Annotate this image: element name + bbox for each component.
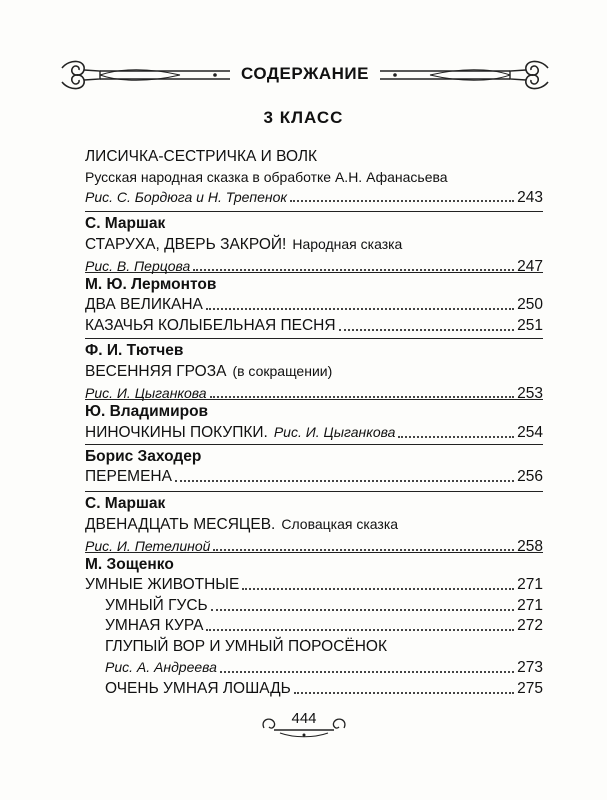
dot-leader <box>213 549 514 551</box>
entry-page: 254 <box>517 424 543 441</box>
dot-leader <box>398 436 514 438</box>
entry-page: 256 <box>517 468 543 485</box>
toc-entry[interactable] <box>85 147 543 168</box>
entry-title: УМНЫЙ ГУСЬ <box>105 596 208 614</box>
toc-entry[interactable] <box>85 596 543 617</box>
entry-illustrator: Рис. И. Цыганкова <box>85 384 207 401</box>
entry-title: ГЛУПЫЙ ВОР И УМНЫЙ ПОРОСЁНОК <box>105 637 388 655</box>
toc-entry[interactable] <box>85 316 543 337</box>
page-title: СОДЕРЖАНИЕ <box>241 64 369 83</box>
entry-page: 271 <box>517 596 543 614</box>
entry-page: 251 <box>517 316 543 334</box>
toc-entry[interactable] <box>85 637 543 658</box>
page-header <box>60 58 550 92</box>
entry-subtitle: Русская народная сказка в обработке А.Н. Афанасьева <box>85 168 448 185</box>
entry-illustrator: Рис. В. Перцова <box>85 257 191 274</box>
toc-entry[interactable] <box>85 361 543 383</box>
dot-leader <box>220 671 514 673</box>
entry-illustrator: Рис. А. Андреева <box>105 659 217 675</box>
toc-entry[interactable] <box>85 295 543 316</box>
toc-section <box>85 400 543 444</box>
entry-title: ОЧЕНЬ УМНАЯ ЛОШАДЬ <box>105 679 291 697</box>
toc-entry-subtitle <box>85 168 543 187</box>
entry-title: КАЗАЧЬЯ КОЛЫБЕЛЬНАЯ ПЕСНЯ <box>85 316 336 334</box>
entry-title: ВЕСЕННЯЯ ГРОЗА <box>85 363 227 380</box>
entry-page: 253 <box>517 384 543 402</box>
toc-section <box>85 553 543 699</box>
dot-leader <box>294 692 514 694</box>
entry-page: 258 <box>517 537 543 555</box>
toc-section <box>85 145 543 211</box>
section-author: М. Ю. Лермонтов <box>85 276 217 293</box>
toc-entry[interactable] <box>85 616 543 637</box>
entry-note: (в сокращении) <box>232 363 333 379</box>
toc-entry[interactable] <box>85 422 543 444</box>
dot-leader <box>242 588 514 590</box>
entry-page: 271 <box>517 576 543 593</box>
entry-page: 250 <box>517 296 543 313</box>
dot-leader <box>210 396 515 398</box>
toc-entry[interactable] <box>85 514 543 536</box>
section-author: Борис Заходер <box>85 448 202 465</box>
toc-entry[interactable] <box>85 187 543 209</box>
dot-leader <box>290 200 514 202</box>
dot-leader <box>206 308 514 310</box>
toc-section <box>85 492 543 555</box>
entry-title: ДВА ВЕЛИКАНА <box>85 296 203 313</box>
dot-leader <box>206 629 514 631</box>
entry-illustrator: Рис. И. Петелиной <box>85 537 211 554</box>
entry-illustrator: Рис. И. Цыганкова <box>273 424 396 440</box>
toc-section <box>85 212 543 275</box>
entry-note: Народная сказка <box>292 236 403 252</box>
section-author: С. Маршак <box>85 495 166 512</box>
section-author: С. Маршак <box>85 215 166 232</box>
entry-title: СТАРУХА, ДВЕРЬ ЗАКРОЙ! <box>85 236 287 253</box>
entry-title: ДВЕНАДЦАТЬ МЕСЯЦЕВ. <box>85 516 276 533</box>
ornament-right-icon <box>375 58 550 92</box>
section-author: Ю. Владимиров <box>85 403 209 420</box>
grade-heading: 3 КЛАСС <box>263 108 344 127</box>
toc-section <box>85 339 543 402</box>
entry-title: ЛИСИЧКА-СЕСТРИЧКА И ВОЛК <box>85 148 318 165</box>
toc-entry[interactable] <box>85 679 543 700</box>
dot-leader <box>211 609 514 611</box>
section-author: Ф. И. Тютчев <box>85 342 184 359</box>
toc-entry[interactable] <box>85 234 543 256</box>
entry-title: УМНЫЕ ЖИВОТНЫЕ <box>85 576 240 593</box>
dot-leader <box>339 329 515 331</box>
entry-page: 272 <box>517 617 543 634</box>
section-author: М. Зощенко <box>85 556 174 573</box>
page-number: 444 <box>291 710 317 727</box>
table-of-contents <box>85 145 543 699</box>
entry-note: Словацкая сказка <box>281 516 399 532</box>
dot-leader <box>193 269 514 271</box>
toc-entry[interactable] <box>85 467 543 488</box>
dot-leader <box>175 480 514 482</box>
toc-section <box>85 445 543 491</box>
entry-title: НИНОЧКИНЫ ПОКУПКИ. <box>85 424 268 441</box>
entry-page: 243 <box>517 188 543 206</box>
entry-page: 247 <box>517 257 543 275</box>
toc-entry[interactable] <box>85 575 543 596</box>
page-footer <box>258 702 350 742</box>
toc-entry[interactable] <box>85 657 543 679</box>
entry-title: ПЕРЕМЕНА <box>85 468 172 485</box>
entry-page: 275 <box>517 679 543 697</box>
entry-illustrator: Рис. С. Бордюга и Н. Трепенок <box>85 188 287 205</box>
toc-section <box>85 273 543 338</box>
entry-page: 273 <box>517 659 543 676</box>
entry-title: УМНАЯ КУРА <box>105 617 204 634</box>
